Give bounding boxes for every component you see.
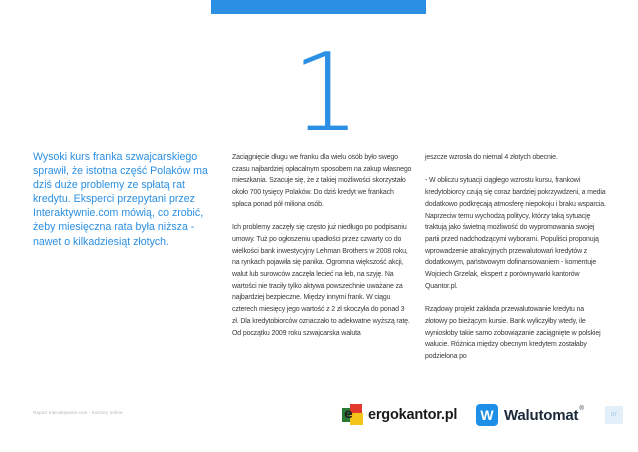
ergokantor-mark-letter: e xyxy=(344,407,353,422)
column-2-paragraph-2: - W obliczu sytuacji ciągłego wzrostu kursu, frankowi kredytobiorcy czują się coraz bardziej pokrzywdzeni, a media dodatkowo podkręcają atmosferę niepokoju i braku wsparcia. Naprzeciw temu wychodzą politycy, którzy taką sytuację traktują jako świetną możliwość do wypromowania swojej partii przed nadchodzącymi wyborami. Populiści proponują wprowadzenie atrakcyjnych przewalutowań kredytów z dodatkowym, państwowym dofinansowaniem - komentuje Wojciech Grzelak, ekspert z porównywarki kantorów Quantor.pl. xyxy=(425,177,606,290)
article-column-2 xyxy=(425,152,607,374)
column-1-paragraph-2: Ich problemy zaczęły się często już niedługo po podpisaniu umowy. Tuż po ogłoszeniu upadłości przez czwarty co do wielkości bank inwestycyjny Lehman Brothers w 2008 roku, na rynkach pojawiła się panika. Ogromna większość akcji, walut lub surowców zaczęła lecieć na łeb, na szyję. Na wartości nie traciły tylko aktywa powszechnie uważane za najbardziej bezpieczne. Między innymi frank. W ciągu czterech miesięcy jego wartość z 2 zł skoczyła do ponad 3 zł. Dla kredytobiorców oznaczało to adekwatne wyższą ratę. Od początku 2009 roku szwajcarska waluta xyxy=(232,224,410,337)
ergokantor-name: ergokantor.pl xyxy=(368,407,458,423)
walutomat-name: Walutomat xyxy=(504,406,579,424)
walutomat-mark-icon xyxy=(476,404,498,426)
page-number: 07 xyxy=(605,406,623,424)
chapter-number: 1 xyxy=(291,31,357,156)
column-2-paragraph-1: jeszcze wzrosła do niemal 4 złotych obecnie. xyxy=(425,154,558,161)
top-accent-bar xyxy=(211,0,426,14)
lead-paragraph: Wysoki kurs franka szwajcarskiego sprawił, że istotna część Polaków ma dziś duże problemy ze spłatą rat kredytu. Eksperci przepytani przez Interaktywnie.com mówią, co zrobić, żeby miesięczna rata była niższa - nawet o kilkadziesiąt złotych. xyxy=(33,151,208,248)
ergokantor-mark-icon xyxy=(342,404,364,426)
footer-source: Raport Interaktywnie.com - Kantory online xyxy=(33,410,123,415)
column-1-paragraph-1: Zaciągnięcie długu we franku dla wielu osób było swego czasu najbardziej opłacalnym sposobem na zakup własnego mieszkania. Szacuje się, że z takiej możliwości skorzystało około 700 tysięcy Polaków. Do dziś kredyt we frankach spłaca ponad pół miliona osób. xyxy=(232,154,412,208)
article-column-1 xyxy=(232,152,412,351)
walutomat-logo[interactable] xyxy=(476,404,584,426)
walutomat-registered-mark: ® xyxy=(579,406,584,412)
ergokantor-logo[interactable] xyxy=(342,404,457,426)
walutomat-mark-letter: W xyxy=(480,407,494,423)
column-2-paragraph-3: Rządowy projekt zakłada przewalutowanie kredytu na złotowy po bieżącym kursie. Bank wyliczyłby wtedy, ile wyniosłoby takie samo zobowiązanie zaciągnięte w polskiej walucie. Różnica między obecnym kredytem zostałaby podzielona po xyxy=(425,306,601,360)
